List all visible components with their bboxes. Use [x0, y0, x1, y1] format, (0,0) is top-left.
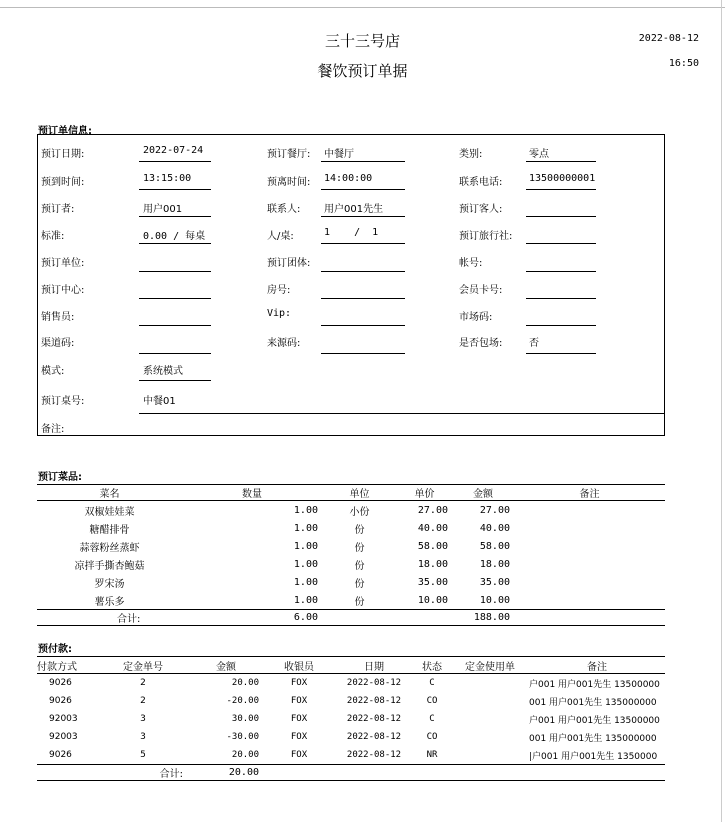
restaurant-value: 中餐厅: [324, 149, 354, 160]
pay-status: NR: [426, 750, 438, 760]
dish-remark: [514, 519, 665, 537]
dish-unit: 份: [354, 578, 365, 590]
dish-price: 58.00: [417, 540, 448, 552]
print-time: 16:50: [668, 58, 699, 69]
dish-price: 27.00: [417, 504, 448, 516]
col-amount: 金额: [452, 485, 514, 501]
dish-unit: 份: [354, 560, 365, 572]
dish-qty: 1.00: [293, 540, 318, 552]
category-value: 零点: [529, 149, 549, 160]
dish-unit: 份: [354, 596, 365, 608]
deposit-no: 2: [140, 696, 146, 706]
pay-status: C: [429, 678, 435, 688]
col-quantity: 数量: [182, 485, 322, 501]
contact-value: 用户001先生: [324, 204, 384, 215]
dish-unit: 份: [354, 542, 365, 554]
cashier: FOX: [290, 696, 308, 706]
payments-header-row: [37, 657, 665, 674]
col-deposit-no: 定金单号: [97, 657, 189, 674]
dish-qty: 1.00: [293, 558, 318, 570]
table-no-label: 预订桌号:: [41, 396, 85, 407]
standard-label: 标准:: [41, 231, 65, 242]
col-dish-name: 菜名: [37, 485, 182, 501]
dish-unit: 份: [354, 524, 365, 536]
remark-label: 备注:: [41, 424, 65, 435]
order-date-label: 预订日期:: [41, 149, 85, 160]
dish-price: 18.00: [417, 558, 448, 570]
pay-amount: 20.00: [231, 678, 259, 688]
print-date: 2022-08-12: [638, 33, 699, 44]
cashier: FOX: [290, 732, 308, 742]
pay-amount: -30.00: [226, 732, 259, 742]
vip-label: Vip:: [267, 308, 292, 319]
dish-amount: 10.00: [479, 594, 510, 606]
dish-remark: [514, 555, 665, 573]
payment-row: [37, 710, 665, 728]
pay-amount: 20.00: [231, 750, 259, 760]
standard-value: 0.00 / 每桌: [143, 231, 206, 242]
dish-row: [37, 573, 665, 591]
dish-amount: 35.00: [479, 576, 510, 588]
col-unit: 单位: [322, 485, 397, 501]
dishes-total-row: [37, 610, 665, 626]
col-remark: 备注: [514, 485, 665, 501]
document-title: 餐饮预订单据: [317, 62, 408, 80]
dish-qty: 1.00: [293, 594, 318, 606]
pay-status: CO: [426, 732, 438, 742]
source-label: 来源码:: [267, 338, 301, 349]
dish-name: 薯乐多: [94, 596, 125, 608]
payment-row: [37, 728, 665, 746]
category-label: 类别:: [459, 149, 483, 160]
dish-price: 40.00: [417, 522, 448, 534]
pay-amount: 30.00: [231, 714, 259, 724]
phone-label: 联系电话:: [459, 177, 503, 188]
deposit-use: [451, 674, 529, 693]
payments-total-row: [37, 765, 665, 781]
col-pay-method: 付款方式: [37, 657, 97, 674]
pay-date: 2022-08-12: [346, 750, 402, 760]
group-label: 预订团体:: [267, 258, 311, 269]
payments-table: [37, 656, 665, 781]
people-label: 人/桌:: [267, 231, 294, 242]
pay-date: 2022-08-12: [346, 696, 402, 706]
dish-qty: 1.00: [293, 576, 318, 588]
people-value: 1 / 1: [324, 227, 379, 238]
dishes-total-label: 合计:: [37, 610, 182, 626]
order-info-box: [37, 134, 665, 436]
arrive-time-label: 预到时间:: [41, 177, 85, 188]
dish-amount: 40.00: [479, 522, 510, 534]
deposit-no: 2: [140, 678, 146, 688]
col-pay-date: 日期: [335, 657, 413, 674]
depart-time-value: 14:00:00: [324, 173, 373, 184]
unit-label: 预订单位:: [41, 258, 85, 269]
col-deposit-use: 定金使用单: [451, 657, 529, 674]
package-value: 否: [529, 338, 539, 349]
contact-label: 联系人:: [267, 204, 301, 215]
deposit-no: 3: [140, 714, 146, 724]
dishes-table: [37, 484, 665, 626]
payments-total-amount: 20.00: [189, 765, 263, 781]
guest-label: 预订客人:: [459, 204, 503, 215]
deposit-use: [451, 692, 529, 710]
col-price: 单价: [397, 485, 452, 501]
pay-amount: -20.00: [226, 696, 259, 706]
table-no-value: 中餐01: [143, 396, 176, 407]
dishes-heading: 预订菜品:: [38, 472, 82, 483]
dishes-total-amount: 188.00: [452, 610, 514, 626]
pay-remark: 001 用户001先生 135000000: [529, 733, 657, 744]
center-label: 预订中心:: [41, 285, 85, 296]
deposit-use: [451, 728, 529, 746]
sales-label: 销售员:: [41, 312, 75, 323]
order-info-heading: 预订单信息:: [38, 126, 92, 137]
mode-label: 模式:: [41, 366, 65, 377]
dish-name: 糖醋排骨: [89, 524, 130, 536]
pay-remark: |户001 用户001先生 1350000: [529, 751, 658, 762]
dish-unit: 小份: [349, 506, 370, 518]
channel-label: 渠道码:: [41, 338, 75, 349]
dish-row: [37, 555, 665, 573]
dish-name: 凉拌手撕杏鲍菇: [74, 560, 145, 572]
restaurant-label: 预订餐厅:: [267, 149, 311, 160]
market-label: 市场码:: [459, 312, 493, 323]
deposit-use: [451, 710, 529, 728]
col-status: 状态: [413, 657, 451, 674]
col-cashier: 收银员: [263, 657, 335, 674]
mode-value: 系统模式: [143, 366, 183, 377]
booker-value: 用户001: [143, 204, 183, 215]
pay-method: 92003: [49, 714, 78, 724]
payment-row: [37, 746, 665, 765]
cashier: FOX: [290, 750, 308, 760]
depart-time-label: 预离时间:: [267, 177, 311, 188]
dishes-total-qty: 6.00: [182, 610, 322, 626]
pay-method: 9026: [49, 750, 72, 760]
dish-price: 10.00: [417, 594, 448, 606]
pay-status: C: [429, 714, 435, 724]
pay-date: 2022-08-12: [346, 732, 402, 742]
package-label: 是否包场:: [459, 338, 503, 349]
page-top-rule: [0, 7, 725, 8]
cashier: FOX: [290, 678, 308, 688]
cashier: FOX: [290, 714, 308, 724]
store-name: 三十三号店: [324, 32, 400, 50]
dish-qty: 1.00: [293, 522, 318, 534]
dish-name: 罗宋汤: [94, 578, 125, 590]
dish-amount: 27.00: [479, 504, 510, 516]
deposit-use: [451, 746, 529, 765]
agency-label: 预订旅行社:: [459, 231, 513, 242]
dish-amount: 58.00: [479, 540, 510, 552]
account-label: 帐号:: [459, 258, 483, 269]
deposit-no: 3: [140, 732, 146, 742]
dish-name: 双椒娃娃菜: [84, 506, 135, 518]
pay-method: 9026: [49, 696, 72, 706]
order-date-value: 2022-07-24: [143, 145, 204, 156]
col-pay-amount: 金额: [189, 657, 263, 674]
dish-remark: [514, 537, 665, 555]
pay-date: 2022-08-12: [346, 714, 402, 724]
phone-value: 13500000001: [529, 173, 596, 184]
dishes-header-row: [37, 485, 665, 501]
dish-remark: [514, 501, 665, 520]
booker-label: 预订者:: [41, 204, 75, 215]
dish-row: [37, 501, 665, 520]
dish-row: [37, 591, 665, 610]
deposit-no: 5: [140, 750, 146, 760]
pay-method: 9026: [49, 678, 72, 688]
dish-price: 35.00: [417, 576, 448, 588]
dish-row: [37, 519, 665, 537]
pay-status: CO: [426, 696, 438, 706]
dish-qty: 1.00: [293, 504, 318, 516]
dish-row: [37, 537, 665, 555]
room-label: 房号:: [267, 285, 291, 296]
pay-remark: 户001 用户001先生 13500000: [529, 679, 660, 690]
dish-amount: 18.00: [479, 558, 510, 570]
dish-name: 蒜蓉粉丝蒸虾: [79, 542, 140, 554]
dish-remark: [514, 591, 665, 610]
pay-date: 2022-08-12: [346, 678, 402, 688]
pay-remark: 户001 用户001先生 13500000: [529, 715, 660, 726]
pay-method: 92003: [49, 732, 78, 742]
col-pay-remark: 备注: [529, 657, 665, 674]
member-label: 会员卡号:: [459, 285, 503, 296]
dish-remark: [514, 573, 665, 591]
pay-remark: 001 用户001先生 135000000: [529, 697, 657, 708]
payments-heading: 预付款:: [38, 644, 72, 655]
payment-row: [37, 692, 665, 710]
arrive-time-value: 13:15:00: [143, 173, 192, 184]
payments-total-label: 合计:: [97, 765, 189, 781]
payment-row: [37, 674, 665, 693]
page-right-edge: [721, 0, 725, 822]
